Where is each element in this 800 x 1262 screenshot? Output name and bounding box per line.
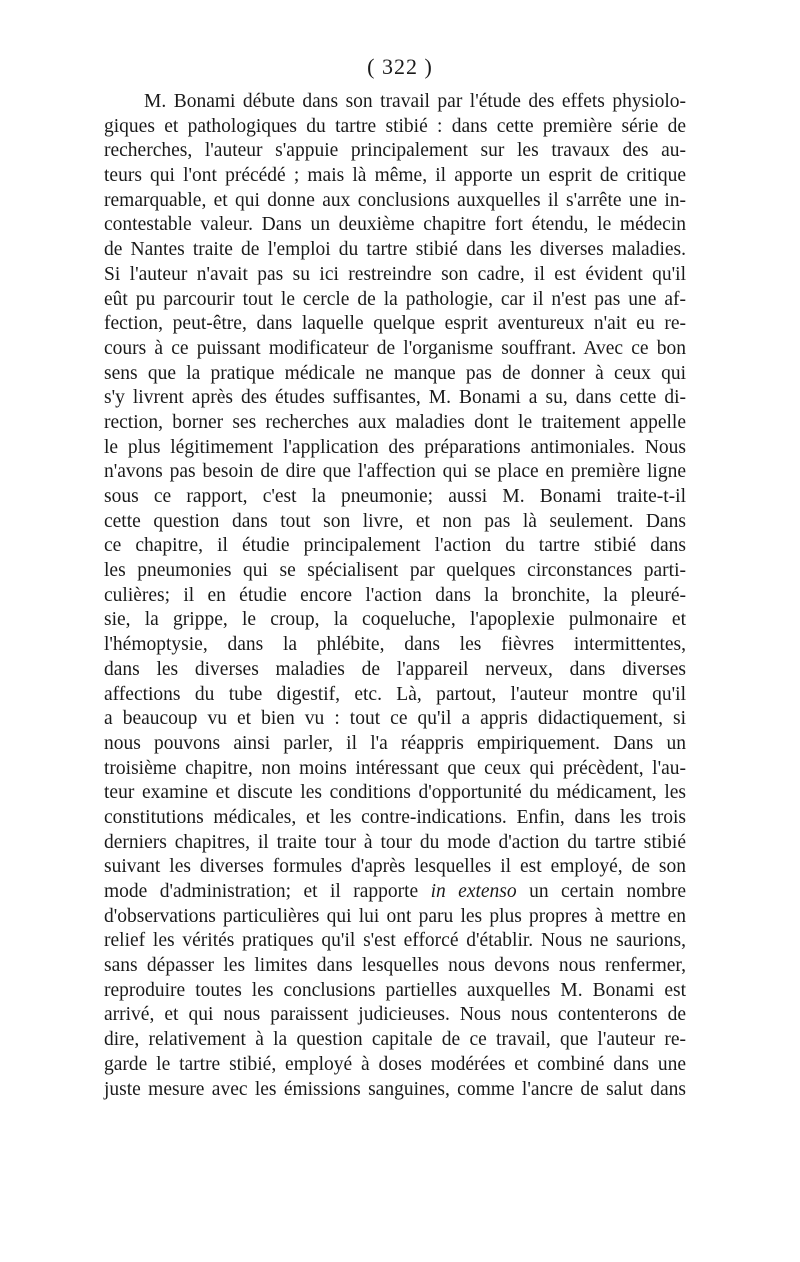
text-line bbox=[104, 436, 686, 461]
text-line-content: d'observations particulières qui lui ont paru les plus propres à mettre en bbox=[104, 905, 686, 927]
text-line-content: recherches, l'auteur s'appuie principalement sur les travaux des au- bbox=[104, 140, 686, 162]
text-line-content: juste mesure avec les émissions sanguines, comme l'ancre de salut dans bbox=[104, 1078, 686, 1100]
text-line-content: giques et pathologiques du tartre stibié : dans cette première série de bbox=[104, 115, 686, 137]
text-line bbox=[104, 608, 686, 633]
text-line-content: sie, la grippe, le croup, la coqueluche, l'apoplexie pulmonaire et bbox=[104, 609, 686, 631]
text-line bbox=[104, 1053, 686, 1078]
text-line-content: mode d'administration; et il rapporte bbox=[104, 881, 419, 902]
text-line bbox=[104, 534, 686, 559]
text-line-content: le plus légitimement l'application des préparations antimoniales. Nous bbox=[104, 436, 686, 458]
text-line-content: teur examine et discute les conditions d'opportunité du médicament, les bbox=[104, 782, 686, 804]
text-line-continuation: un certain nombre bbox=[529, 881, 687, 902]
text-line-content: M. Bonami débute dans son travail par l'étude des effets physiolo- bbox=[144, 91, 686, 112]
text-line bbox=[104, 386, 686, 411]
text-line bbox=[104, 929, 686, 954]
text-line bbox=[104, 362, 686, 387]
text-line-content: sous ce rapport, c'est la pneumonie; aussi M. Bonami traite-t-il bbox=[104, 486, 686, 507]
text-line-content: l'hémoptysie, dans la phlébite, dans les fièvres intermittentes, bbox=[104, 634, 686, 656]
text-line-content: constitutions médicales, et les contre-indications. Enfin, dans les trois bbox=[104, 806, 686, 828]
text-line bbox=[104, 707, 686, 732]
text-line-content: teurs qui l'ont précédé ; mais là même, il apporte un esprit de critique bbox=[104, 165, 686, 187]
page-number: ( 322 ) bbox=[367, 54, 433, 79]
text-line-content: reproduire toutes les conclusions partielles auxquelles M. Bonami est bbox=[104, 979, 686, 1001]
text-line bbox=[104, 485, 686, 510]
text-line-content: dire, relativement à la question capitale de ce travail, que l'auteur re- bbox=[104, 1029, 686, 1051]
text-line-content: s'y livrent après des études suffisantes, M. Bonami a su, dans cette di- bbox=[104, 387, 686, 409]
text-line bbox=[104, 337, 686, 362]
text-line bbox=[104, 263, 686, 288]
text-line bbox=[104, 880, 686, 905]
text-line-content: sans dépasser les limites dans lesquelles nous devons nous renfermer, bbox=[104, 955, 686, 977]
text-line bbox=[104, 189, 686, 214]
text-line-content: suivant les diverses formules d'après lesquelles il est employé, de son bbox=[104, 856, 686, 878]
text-line bbox=[104, 510, 686, 535]
text-line-content: affections du tube digestif, etc. Là, partout, l'auteur montre qu'il bbox=[104, 683, 686, 705]
text-line-content: sens que la pratique médicale ne manque pas de donner à ceux qui bbox=[104, 362, 686, 384]
text-line bbox=[104, 905, 686, 930]
text-line-content: troisième chapitre, non moins intéressant que ceux qui précèdent, l'au- bbox=[104, 757, 686, 779]
text-line-content: de Nantes traite de l'emploi du tartre stibié dans les diverses maladies. bbox=[104, 239, 686, 261]
text-line bbox=[104, 90, 686, 115]
text-line bbox=[104, 164, 686, 189]
text-line-content: relief les vérités pratiques qu'il s'est efforcé d'établir. Nous ne saurions, bbox=[104, 930, 686, 952]
text-line bbox=[104, 732, 686, 757]
text-line-content: cours à ce puissant modificateur de l'organisme souffrant. Avec ce bon bbox=[104, 337, 686, 359]
text-line-content: arrivé, et qui nous paraissent judicieuses. Nous nous contenterons de bbox=[104, 1004, 686, 1026]
text-line bbox=[104, 658, 686, 683]
text-line-content: ce chapitre, il étudie principalement l'action du tartre stibié dans bbox=[104, 535, 686, 557]
text-line bbox=[104, 1003, 686, 1028]
text-line-content: dans les diverses maladies de l'appareil nerveux, dans diverses bbox=[104, 658, 686, 680]
italic-phrase: in extenso bbox=[430, 881, 517, 902]
text-line-content: a beaucoup vu et bien vu : tout ce qu'il a appris didactiquement, si bbox=[104, 708, 686, 730]
text-line-content: garde le tartre stibié, employé à doses modérées et combiné dans une bbox=[104, 1053, 686, 1075]
text-line-content: rection, borner ses recherches aux maladies dont le traitement appelle bbox=[104, 411, 686, 433]
text-line bbox=[104, 1078, 686, 1103]
text-line-content: fection, peut-être, dans laquelle quelque esprit aventureux n'ait eu re- bbox=[104, 313, 686, 335]
body-paragraph bbox=[104, 90, 686, 1102]
text-line bbox=[104, 954, 686, 979]
text-line bbox=[104, 139, 686, 164]
text-line-content: Si l'auteur n'avait pas su ici restreindre son cadre, il est évident qu'il bbox=[104, 263, 686, 285]
text-line-content: cette question dans tout son livre, et non pas là seulement. Dans bbox=[104, 510, 686, 532]
text-line-content: culières; il en étudie encore l'action dans la bronchite, la pleuré- bbox=[104, 584, 686, 606]
text-line-content: eût pu parcourir tout le cercle de la pathologie, car il n'est pas une af- bbox=[104, 288, 686, 310]
text-line bbox=[104, 979, 686, 1004]
text-line bbox=[104, 855, 686, 880]
text-line bbox=[104, 238, 686, 263]
text-line bbox=[104, 781, 686, 806]
text-line bbox=[104, 584, 686, 609]
text-line bbox=[104, 806, 686, 831]
text-line bbox=[104, 831, 686, 856]
text-line bbox=[104, 757, 686, 782]
text-line bbox=[104, 559, 686, 584]
text-line-content: les pneumonies qui se spécialisent par quelques circonstances parti- bbox=[104, 560, 686, 582]
text-line-content: remarquable, et qui donne aux conclusions auxquelles il s'arrête une in- bbox=[104, 189, 686, 211]
text-line bbox=[104, 115, 686, 140]
text-line bbox=[104, 460, 686, 485]
text-line bbox=[104, 312, 686, 337]
text-line bbox=[104, 1028, 686, 1053]
text-line bbox=[104, 633, 686, 658]
text-line-content: derniers chapitres, il traite tour à tour du mode d'action du tartre stibié bbox=[104, 831, 686, 853]
text-line bbox=[104, 683, 686, 708]
text-line-content: contestable valeur. Dans un deuxième chapitre fort étendu, le médecin bbox=[104, 214, 686, 236]
text-line bbox=[104, 288, 686, 313]
text-line bbox=[104, 213, 686, 238]
text-line-content: n'avons pas besoin de dire que l'affection qui se place en première ligne bbox=[104, 461, 686, 483]
text-line bbox=[104, 411, 686, 436]
text-line-content: nous pouvons ainsi parler, il l'a réappris empiriquement. Dans un bbox=[104, 732, 686, 754]
